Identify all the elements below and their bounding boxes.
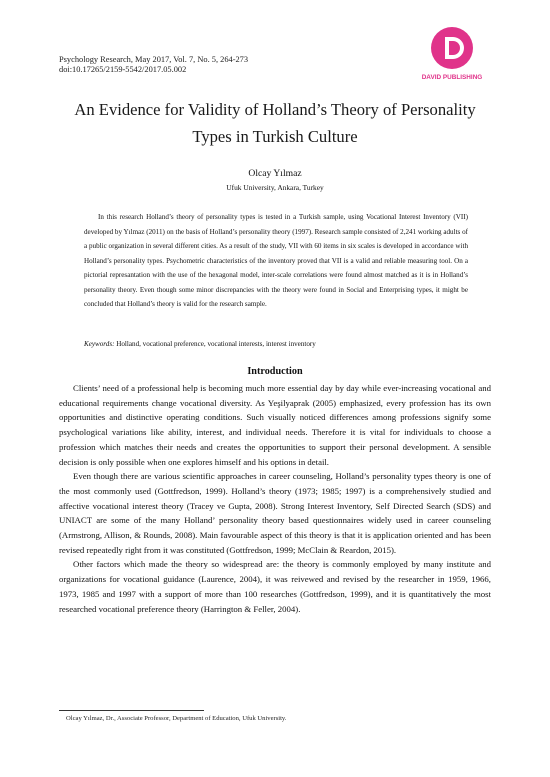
author-footnote: Olcay Yılmaz, Dr., Associate Professor, Department of Education, Ufuk University.: [66, 715, 287, 722]
keywords: [84, 339, 468, 349]
logo-brand-text: DAVID PUBLISHING: [421, 74, 483, 81]
title-line-2: Types in Turkish Culture: [192, 127, 358, 146]
paper-title: [40, 96, 510, 150]
body-paragraph: Other factors which made the theory so widespread are: the theory is commonly employed by many institute and organizations for vocational guidance (Laurence, 2004), it was reivewed and revised by the researcher in 1959, 1966, 1973, 1985 and 1997 with a support of more than 100 researches (Gottfredson, 1999), and it is quantitatively the most researched vocational preference theory (Harrington & Feller, 2004).: [59, 559, 491, 614]
title-line-1: An Evidence for Validity of Holland’s Theory of Personality: [74, 100, 476, 119]
keywords-label: Keywords:: [84, 340, 115, 348]
footnote-divider: [59, 710, 204, 711]
logo-emblem-icon: [431, 27, 473, 69]
section-heading-introduction: Introduction: [247, 366, 303, 377]
author-name: Olcay Yılmaz: [248, 168, 302, 179]
journal-citation: [59, 55, 248, 75]
author-affiliation: Ufuk University, Ankara, Turkey: [226, 183, 324, 192]
publisher-logo: [396, 26, 506, 84]
body-paragraph: Clients’ need of a professional help is becoming much more essential day by day while ever-increasing vocational and educational requirements change vocational diversity. As Yeşilyaprak (2005) emphasized, every profession has its own opportunities and distinctive operating conditions. Such visually noticed differences among professions signify some psychological variations like ability, interest, and individual needs. Therefore it is vital for individuals to choose a profession which matches their needs and creates the opportunities to support their personal development. A sensible decision is only possible when one explores himself and his options in detail.: [59, 383, 491, 467]
journal-issue-line: Psychology Research, May 2017, Vol. 7, No. 5, 264-273: [59, 55, 249, 64]
body-paragraph: Even though there are various scientific approaches in career counseling, Holland’s personality types theory is one of the most commonly used (Gottfredson, 1999). Holland’s theory (1973; 1985; 1997) is a comprehensively studied and affective vocational interest theory (Tracey ve Gupta, 2008). Strong Interest Inventory, Self Directed Search (SDS) and UNIACT are some of the many Holland’ personality theory based questionnaires widely used in career counseling (Armstrong, Allison, & Rounds, 2008). Main favourable aspect of this theory is that it is application oriented and has been revised repeatedly right from it was constituted (Gottfredson, 1999; McClain & Reardon, 2015).: [59, 471, 491, 555]
journal-doi-line: doi:10.17265/2159-5542/2017.05.002: [59, 65, 187, 74]
abstract-text: In this research Holland’s theory of personality types is tested in a Turkish sample, using Vocational Interest Inventory (VII) developed by Yılmaz (2011) on the basis of Holland’s personality theory (1997). Research sample consisted of 2,241 working adults of a public organization in several different cities. As a result of the study, VII with 60 items in six scales is developed in accordance with Holland’s personality types. Psychometric characteristics of the inventory proved that VII is a valid and reliable measuring tool. On a pictorial represantation with the use of the hexagonal model, inter-scale correlations were found almost matched as it is in Holland’s personality theory. Even though some minor discrepancies with the theory were found in Social and Enterprising types, it might be concluded that Holland’s theory is valid for the research sample.: [84, 213, 468, 308]
introduction-body: [59, 381, 491, 616]
keywords-list: Holland, vocational preference, vocational interests, interest inventory: [114, 340, 316, 348]
